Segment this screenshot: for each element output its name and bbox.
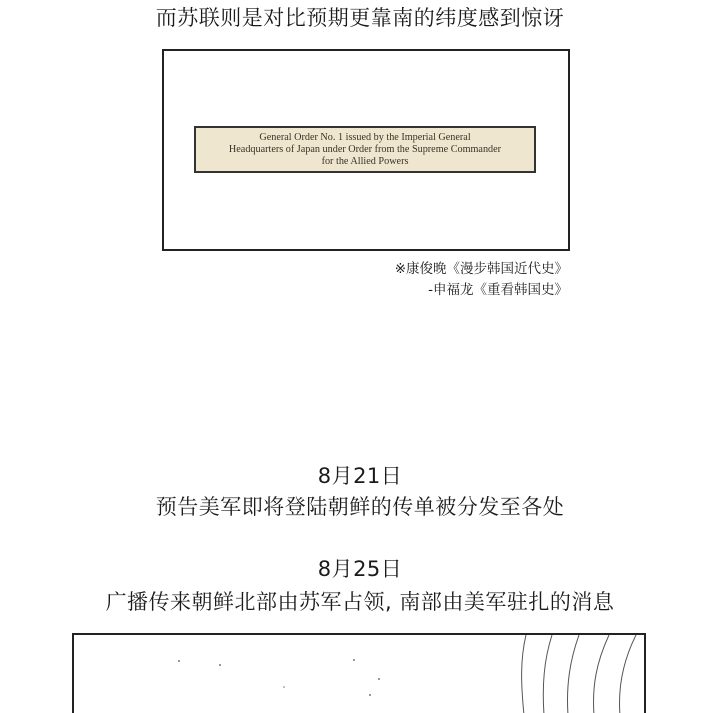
event-date: 8月21日 — [317, 464, 403, 488]
illustration-panel — [72, 633, 646, 713]
event-text: 预告美军即将登陆朝鲜的传单被分发至各处 — [155, 495, 565, 519]
top-caption: 而苏联则是对比预期更靠南的纬度感到惊讶 — [155, 6, 565, 30]
document-clip — [194, 126, 536, 173]
document-line: for the Allied Powers — [321, 156, 409, 167]
document-panel — [162, 49, 570, 251]
source-line-2: -申福龙《重看韩国史》 — [428, 282, 568, 298]
document-line: Headquarters of Japan under Order from the Supreme Commander — [228, 144, 502, 155]
document-line: General Order No. 1 issued by the Imperial General — [259, 132, 471, 143]
event-text: 广播传来朝鲜北部由苏军占领, 南部由美军驻扎的消息 — [105, 590, 615, 614]
sketch-lines — [74, 635, 646, 713]
source-line-1: ※康俊晚《漫步韩国近代史》 — [394, 261, 568, 277]
event-date: 8月25日 — [317, 557, 403, 581]
